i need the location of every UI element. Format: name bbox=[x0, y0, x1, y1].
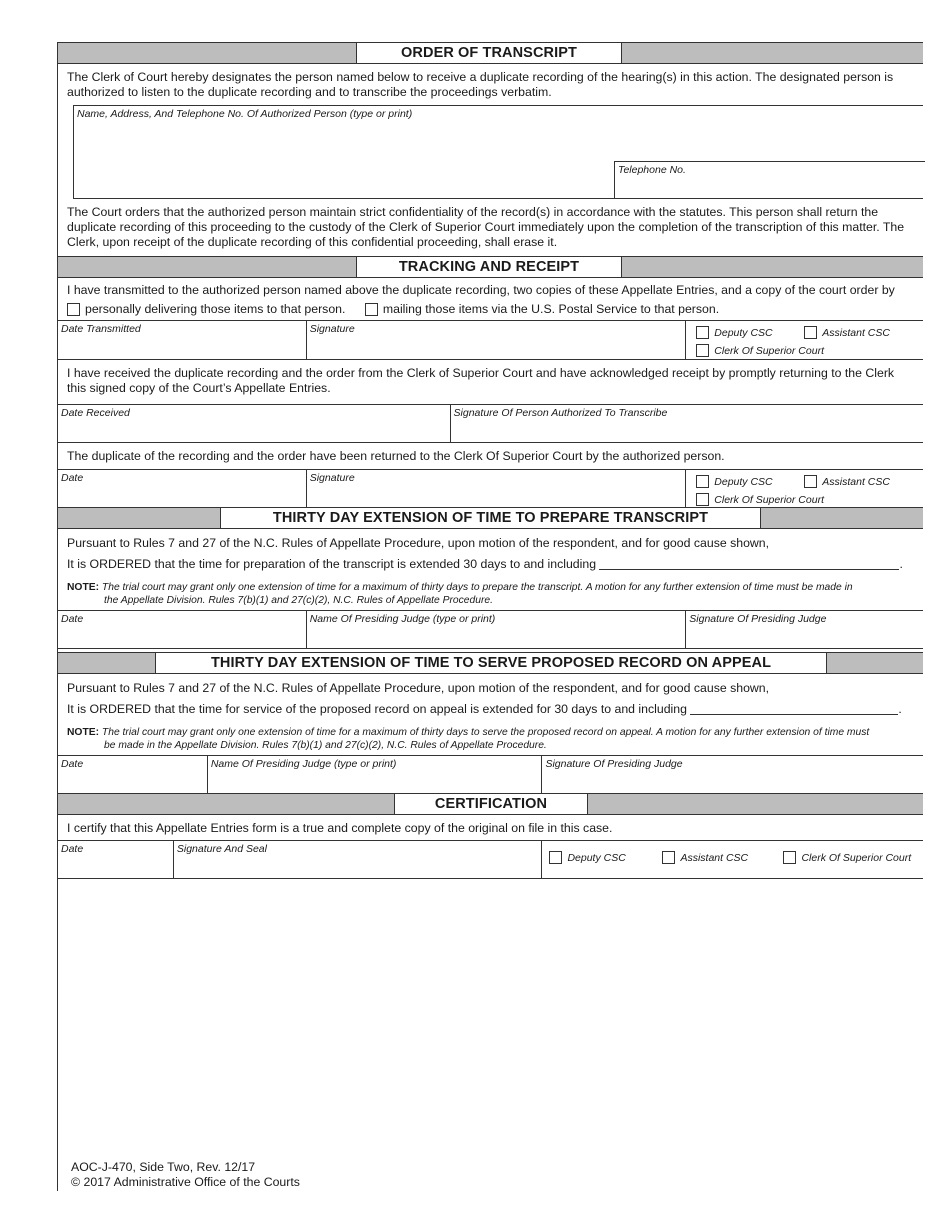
mail-checkbox[interactable] bbox=[365, 303, 378, 316]
transcript-judge-signature-label: Signature Of Presiding Judge bbox=[689, 613, 827, 625]
certification-role-options bbox=[542, 841, 923, 878]
deliver-checkbox[interactable] bbox=[67, 303, 80, 316]
telephone-label: Telephone No. bbox=[618, 164, 686, 176]
assistant-csc-checkbox[interactable] bbox=[804, 326, 817, 339]
record-ordered-line: It is ORDERED that the time for service of the proposed record on appeal is extended for 30 days to and including . bbox=[67, 702, 902, 716]
mail-option-label: mailing those items via the U.S. Postal Service to that person. bbox=[382, 302, 720, 316]
record-ordered-text: It is ORDERED that the time for service of the proposed record on appeal is extended for 30 days to and including bbox=[67, 702, 687, 716]
deliver-option-label: personally delivering those items to that person. bbox=[85, 302, 346, 316]
record-judge-name-field[interactable] bbox=[208, 756, 543, 793]
section-title-order: ORDER OF TRANSCRIPT bbox=[356, 42, 622, 63]
deputy-csc-label: Deputy CSC bbox=[567, 852, 626, 864]
transcript-date-label: Date bbox=[61, 613, 84, 625]
section-header-transcript-extension bbox=[58, 508, 923, 529]
transcriber-signature-field[interactable] bbox=[451, 405, 923, 442]
certification-date-field[interactable] bbox=[58, 841, 174, 878]
record-judge-signature-label: Signature Of Presiding Judge bbox=[545, 758, 683, 770]
transmitted-role-options bbox=[686, 321, 923, 359]
section-title-record-extension: THIRTY DAY EXTENSION OF TIME TO SERVE PROPOSED RECORD ON APPEAL bbox=[155, 652, 827, 673]
transcript-extended-date-field[interactable] bbox=[599, 569, 899, 570]
section-header-tracking bbox=[58, 257, 923, 278]
assistant-csc-label: Assistant CSC bbox=[822, 327, 890, 339]
returned-role-options bbox=[686, 470, 923, 507]
record-note bbox=[58, 723, 923, 756]
transcript-ordered-line: It is ORDERED that the time for preparation of the transcript is extended 30 days to and including . bbox=[67, 557, 903, 571]
date-received-label: Date Received bbox=[61, 407, 130, 419]
deputy-csc-checkbox[interactable] bbox=[696, 326, 709, 339]
returned-signature-field[interactable] bbox=[307, 470, 687, 507]
record-date-field[interactable] bbox=[58, 756, 208, 793]
record-judge-row bbox=[58, 756, 923, 794]
order-intro: The Clerk of Court hereby designates the person named below to receive a duplicate recording of the hearing(s) in this action. The designated person is authorized to listen to the duplicate recording and to transcribe the proceedings verbatim. bbox=[67, 70, 894, 99]
transcript-judge-name-field[interactable] bbox=[307, 611, 687, 648]
clerk-superior-label: Clerk Of Superior Court bbox=[714, 345, 824, 357]
transcript-pursuant: Pursuant to Rules 7 and 27 of the N.C. Rules of Appellate Procedure, upon motion of the respondent, and for good cause shown, bbox=[67, 536, 770, 550]
record-extended-date-field[interactable] bbox=[690, 714, 898, 715]
returned-paragraph: The duplicate of the recording and the order have been returned to the Clerk Of Superior Court by the authorized person. bbox=[58, 443, 923, 470]
record-note-continued: be made in the Appellate Division. Rules 7(b)(1) and 27(c)(2), N.C. Rules of Appellate Procedure. bbox=[104, 740, 547, 751]
signature-seal-label: Signature And Seal bbox=[176, 843, 267, 855]
transcriber-signature-label: Signature Of Person Authorized To Transcribe bbox=[453, 407, 668, 419]
clerk-superior-checkbox[interactable] bbox=[696, 344, 709, 357]
section-title-certification: CERTIFICATION bbox=[394, 793, 588, 814]
certification-text: I certify that this Appellate Entries form is a true and complete copy of the original on file in this case. bbox=[58, 815, 923, 841]
deputy-csc-label: Deputy CSC bbox=[714, 476, 773, 488]
received-row bbox=[58, 405, 923, 443]
authorized-person-box bbox=[73, 105, 923, 199]
authorized-person-label: Name, Address, And Telephone No. Of Authorized Person (type or print) bbox=[77, 108, 413, 120]
transcript-judge-name-label: Name Of Presiding Judge (type or print) bbox=[309, 613, 496, 625]
transmitted-signature-label: Signature bbox=[309, 323, 355, 335]
section-header-order bbox=[58, 43, 923, 64]
clerk-superior-label: Clerk Of Superior Court bbox=[801, 852, 912, 864]
transmit-paragraph bbox=[58, 278, 923, 321]
form-id: AOC-J-470, Side Two, Rev. 12/17 bbox=[71, 1160, 256, 1174]
record-judge-name-label: Name Of Presiding Judge (type or print) bbox=[210, 758, 397, 770]
transcript-note-continued: the Appellate Division. Rules 7(b)(1) and 27(c)(2), N.C. Rules of Appellate Procedure. bbox=[104, 595, 493, 606]
appellate-entries-form bbox=[57, 42, 923, 1191]
transcript-note-text: The trial court may grant only one extension of time for a maximum of thirty days to prepare the transcript. A motion for any further extension of time must be made in bbox=[101, 582, 853, 593]
transcript-ordered-text: It is ORDERED that the time for preparation of the transcript is extended 30 days to and including bbox=[67, 557, 597, 571]
certification-row bbox=[58, 841, 923, 879]
transcript-note bbox=[58, 578, 923, 611]
record-date-label: Date bbox=[61, 758, 84, 770]
transcript-note-label: NOTE: bbox=[67, 582, 100, 593]
copyright: © 2017 Administrative Office of the Courts bbox=[71, 1175, 300, 1189]
section-title-transcript-extension: THIRTY DAY EXTENSION OF TIME TO PREPARE TRANSCRIPT bbox=[220, 507, 761, 528]
transcript-date-field[interactable] bbox=[58, 611, 307, 648]
assistant-csc-checkbox[interactable] bbox=[662, 851, 675, 864]
date-transmitted-field[interactable] bbox=[58, 321, 307, 359]
authorized-person-field[interactable] bbox=[74, 106, 614, 198]
record-judge-signature-field[interactable] bbox=[542, 756, 923, 793]
deputy-csc-checkbox[interactable] bbox=[549, 851, 562, 864]
section-header-certification bbox=[58, 794, 923, 815]
returned-date-field[interactable] bbox=[58, 470, 307, 507]
transmitted-signature-field[interactable] bbox=[307, 321, 687, 359]
section-title-tracking: TRACKING AND RECEIPT bbox=[356, 256, 622, 277]
returned-date-label: Date bbox=[61, 472, 84, 484]
record-note-text: The trial court may grant only one extension of time for a maximum of thirty days to serve the proposed record on appeal. A motion for any further extension of time must bbox=[101, 727, 870, 738]
deputy-csc-label: Deputy CSC bbox=[714, 327, 773, 339]
record-pursuant: Pursuant to Rules 7 and 27 of the N.C. Rules of Appellate Procedure, upon motion of the respondent, and for good cause shown, bbox=[67, 681, 770, 695]
clerk-superior-checkbox[interactable] bbox=[783, 851, 796, 864]
received-paragraph: I have received the duplicate recording and the order from the Clerk of Superior Court and have acknowledged receipt by promptly returning to the Clerk this signed copy of the Court’s Appellate Entries. bbox=[58, 360, 923, 405]
transcript-judge-signature-field[interactable] bbox=[686, 611, 923, 648]
section-header-record-extension bbox=[58, 652, 923, 674]
assistant-csc-checkbox[interactable] bbox=[804, 475, 817, 488]
returned-row bbox=[58, 470, 923, 508]
date-received-field[interactable] bbox=[58, 405, 451, 442]
clerk-superior-label: Clerk Of Superior Court bbox=[714, 494, 824, 506]
deputy-csc-checkbox[interactable] bbox=[696, 475, 709, 488]
clerk-superior-checkbox[interactable] bbox=[696, 493, 709, 506]
telephone-field[interactable] bbox=[614, 161, 925, 198]
transmit-text: I have transmitted to the authorized person named above the duplicate recording, two copies of these Appellate Entries, and a copy of the court order by bbox=[67, 283, 895, 297]
transcript-judge-row bbox=[58, 611, 923, 649]
transmitted-row bbox=[58, 321, 923, 360]
delivery-options bbox=[67, 302, 915, 317]
signature-seal-field[interactable] bbox=[174, 841, 543, 878]
assistant-csc-label: Assistant CSC bbox=[680, 852, 749, 864]
certification-date-label: Date bbox=[61, 843, 84, 855]
confidentiality-order: The Court orders that the authorized person maintain strict confidentiality of the record(s) in accordance with the statutes. This person shall return the duplicate recording of this proceeding to the custody of the Clerk of Superior Court immediately upon the completion of the transcription of this matter. The Clerk, upon receipt of the duplicate recording of this confidential proceeding, shall erase it. bbox=[58, 199, 923, 257]
record-note-label: NOTE: bbox=[67, 727, 100, 738]
returned-signature-label: Signature bbox=[309, 472, 355, 484]
assistant-csc-label: Assistant CSC bbox=[822, 476, 890, 488]
date-transmitted-label: Date Transmitted bbox=[61, 323, 141, 335]
form-footer bbox=[71, 1160, 300, 1190]
